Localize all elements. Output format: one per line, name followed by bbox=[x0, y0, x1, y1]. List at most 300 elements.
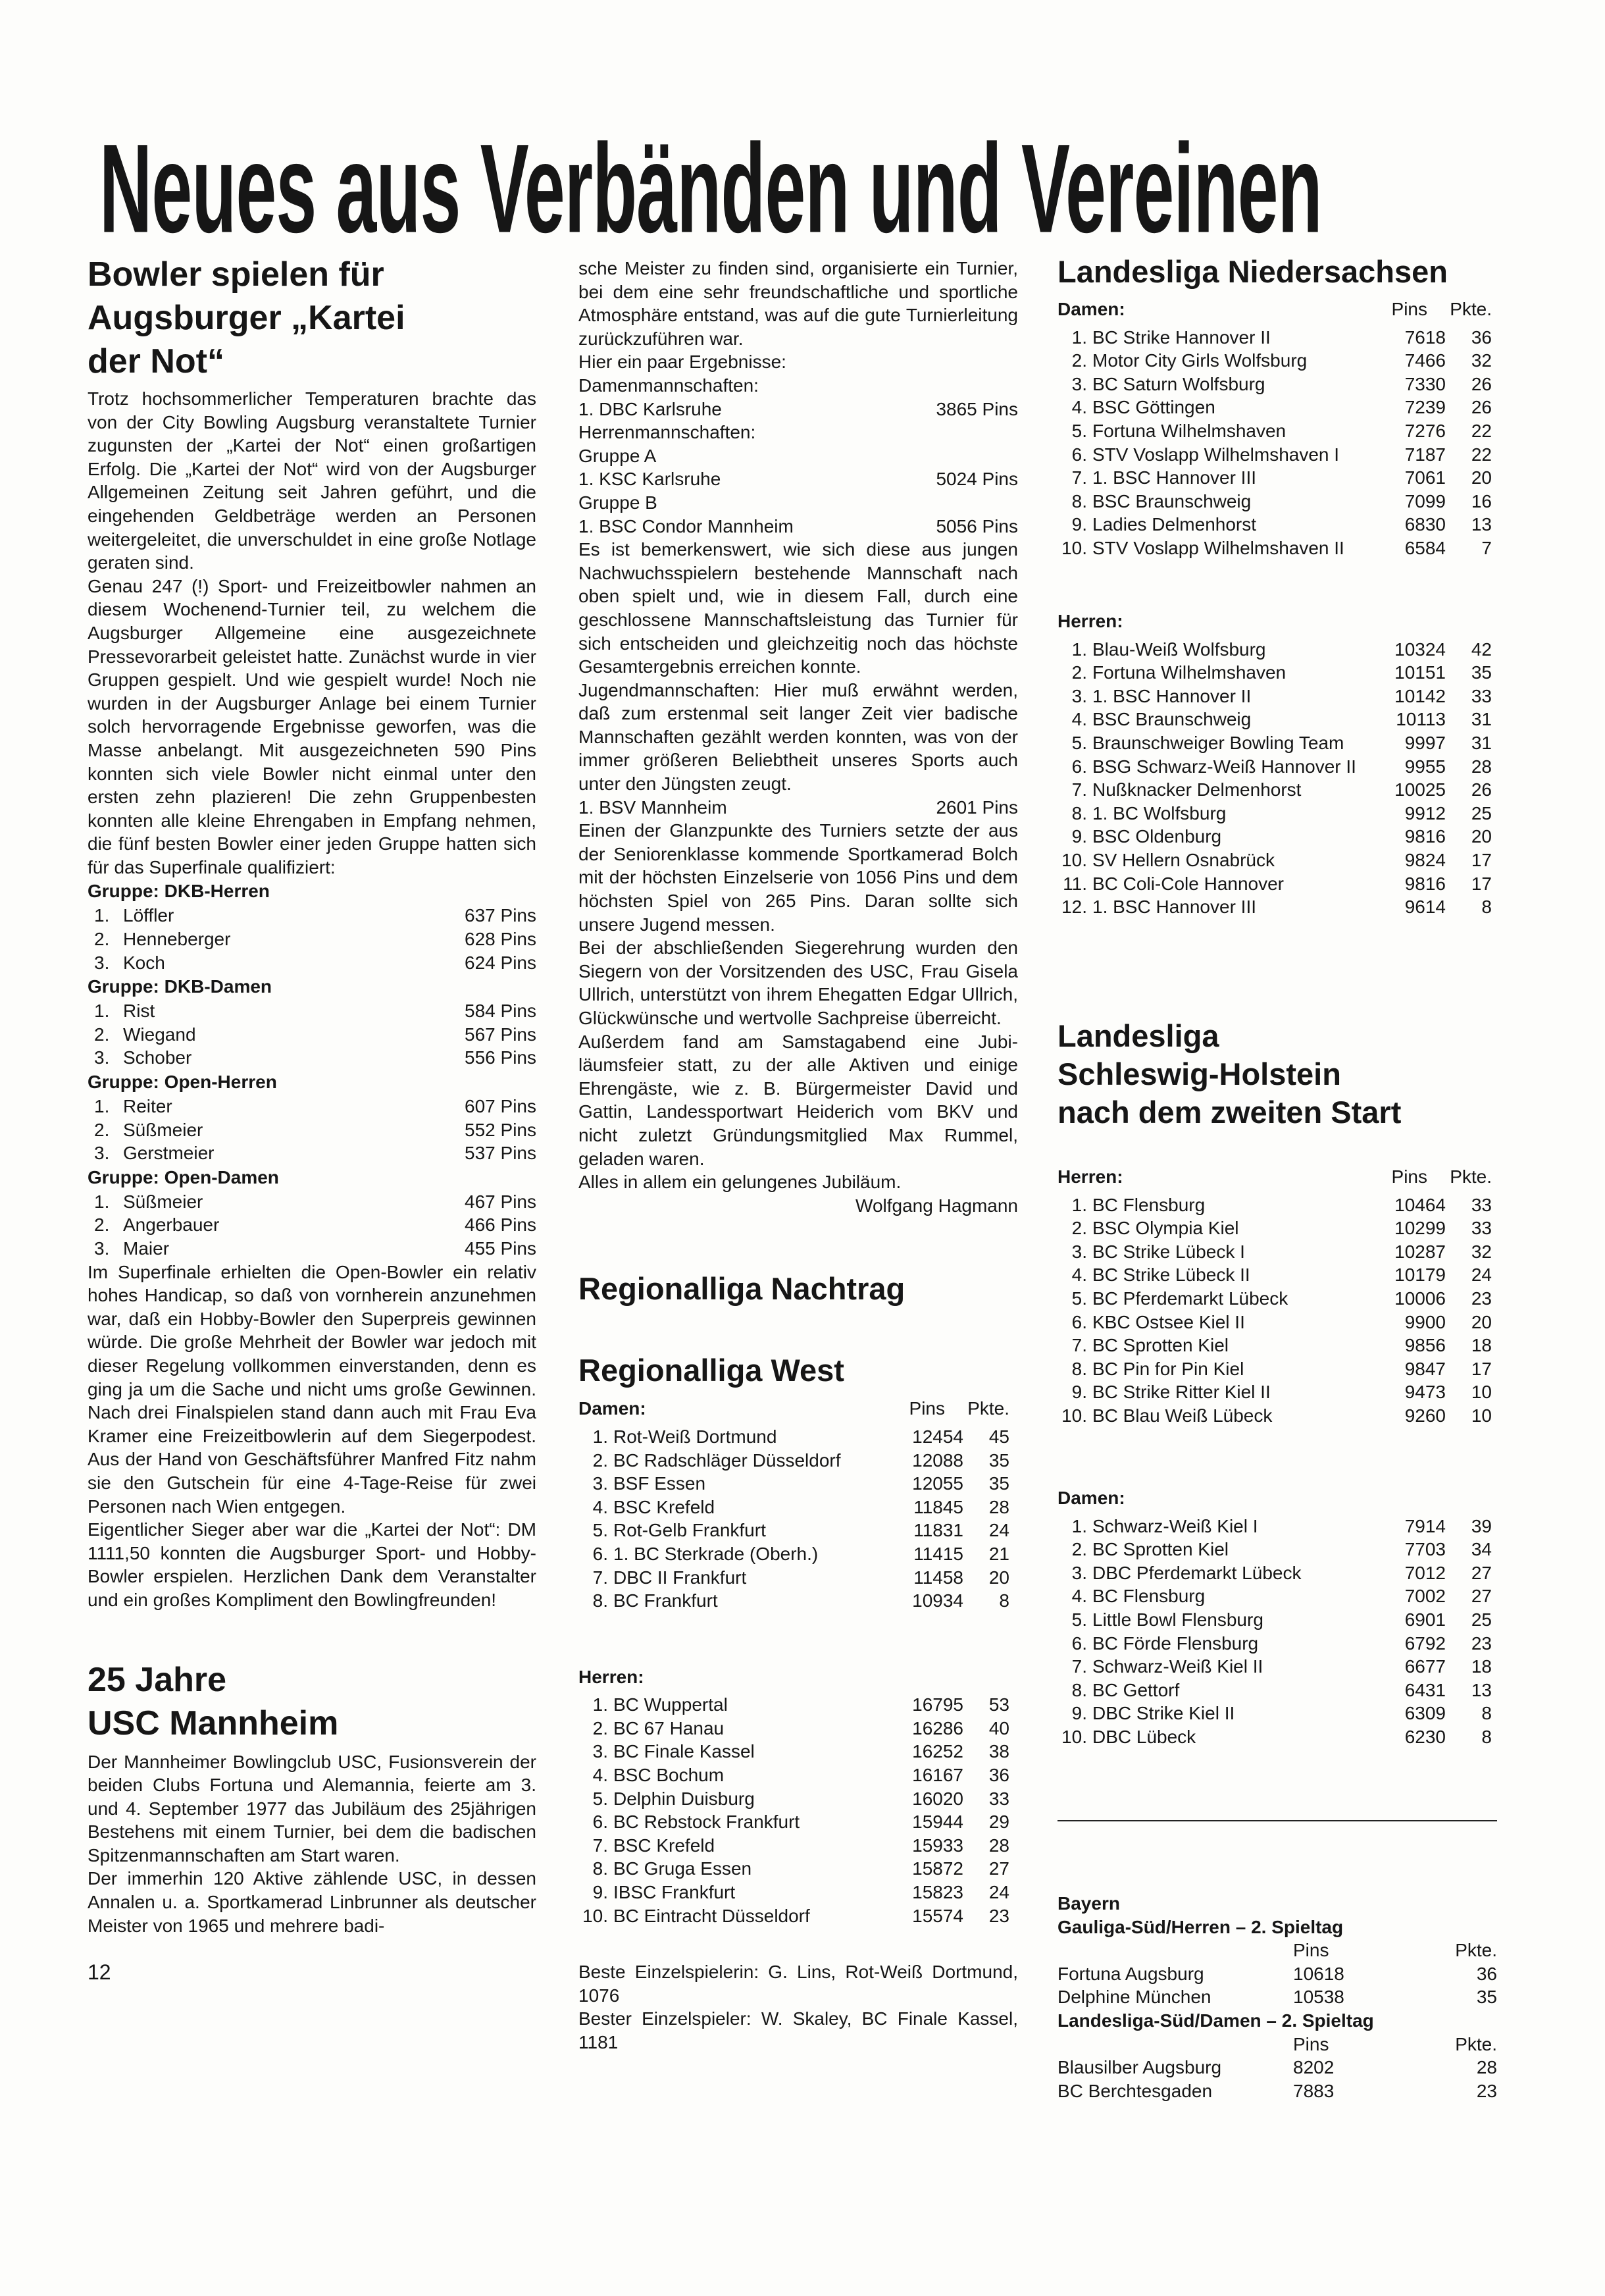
pins: 567 Pins bbox=[465, 1024, 536, 1045]
player-name: Reiter bbox=[123, 1096, 172, 1117]
column-header-pkte: Pkte. bbox=[1455, 1940, 1497, 1961]
heading-line: Schleswig-Holstein bbox=[1057, 1057, 1341, 1091]
pins: 15944 bbox=[912, 1812, 963, 1833]
team: 1. BC Wolfsburg bbox=[1092, 802, 1227, 823]
team: BSC Krefeld bbox=[613, 1496, 715, 1517]
pins: 12055 bbox=[912, 1473, 963, 1494]
column-header-pkte: Pkte. bbox=[1455, 2033, 1497, 2054]
team: 1. DBC Karlsruhe bbox=[578, 398, 722, 419]
pins: 9473 bbox=[1404, 1382, 1446, 1403]
table-row bbox=[1057, 1287, 1492, 1311]
heading-line: Landesliga bbox=[1057, 1018, 1219, 1053]
paragraph: Bei der abschließenden Siegerehrung wurden den Siegern von der Vorsitzenden des USC, Frau Gisela Ullrich, unterstützt von ihrem Ehegatten Edgar Ullrich, Glückwünsche und wertvolle Sachpreise überreicht. bbox=[578, 937, 1018, 1028]
points: 23 bbox=[1471, 1288, 1492, 1309]
paragraph: sche Meister zu finden sind, organisierte ein Turnier, bei dem eine sehr freundschaftliche und sportliche Atmosphäre entstand, was auf die gute Turnierleitung zurückzuführen war. bbox=[578, 258, 1018, 349]
rank: 6. bbox=[1071, 444, 1087, 465]
result-row bbox=[578, 515, 1018, 538]
table-row bbox=[578, 1472, 1009, 1496]
paragraph: Außerdem fand am Samstagabend eine Jubiläumsfeier statt, zu der alle Aktiven und einige Ehrengäste, wie z. B. Bürgermeister David und Gattin, Landessportwart Heiderich vom BKV und nicht zuletzt Gründungsmitglied Max Rummel, geladen waren. bbox=[578, 1031, 1018, 1169]
points: 26 bbox=[1471, 779, 1492, 800]
team: BC Eintracht Düsseldorf bbox=[613, 1905, 810, 1926]
pins: 6431 bbox=[1404, 1679, 1446, 1700]
rank: 2. bbox=[94, 1119, 110, 1140]
spacer bbox=[1057, 2033, 1293, 2056]
table-row bbox=[1057, 685, 1492, 708]
pins: 2601 Pins bbox=[936, 796, 1018, 818]
rank: 2. bbox=[1071, 1539, 1087, 1560]
paragraph: Einen der Glanzpunkte des Turniers setzte der aus der Seniorenklasse kommende Sportkamerad Bolch mit der höchsten Einzelserie von 1056 Pins und dem höchsten Spiel von 265 Pins. Daran sollte sich unsere Jugend messen. bbox=[578, 820, 1018, 935]
team: BSC Braunschweig bbox=[1092, 490, 1252, 511]
rank: 3. bbox=[94, 1143, 110, 1164]
team: DBC Pferdemarkt Lübeck bbox=[1092, 1562, 1302, 1583]
group-label: Gruppe A bbox=[578, 445, 657, 466]
rank: 5. bbox=[1071, 732, 1087, 753]
pins: 6830 bbox=[1404, 514, 1446, 535]
rank: 4. bbox=[1071, 1265, 1087, 1286]
section-heading bbox=[1057, 1017, 1401, 1132]
points: 23 bbox=[988, 1905, 1009, 1926]
player bbox=[94, 1213, 219, 1237]
table-row bbox=[1057, 1263, 1492, 1287]
niedersachsen-damen-table bbox=[1057, 298, 1492, 560]
column-header-pins: Pins bbox=[909, 1398, 945, 1419]
player-name: Süßmeier bbox=[123, 1119, 203, 1140]
pins: 16167 bbox=[912, 1765, 963, 1786]
group-title: Gruppe: Open-Damen bbox=[88, 1166, 279, 1187]
team: Motor City Girls Wolfsburg bbox=[1092, 350, 1308, 371]
table-header bbox=[1057, 2033, 1497, 2056]
rank: 1. bbox=[1071, 639, 1087, 660]
points: 18 bbox=[1471, 1656, 1492, 1677]
pins: 9900 bbox=[1404, 1311, 1446, 1332]
paragraph: Eigentlicher Sieger aber war die „Kartei der Not“: DM 1111,50 konnten die Augsburger Sport- und Hobby-Bowler erspielen. Herzlichen Dank dem Veranstalter und ein großes Kompliment den Bowlingfreunden! bbox=[88, 1519, 536, 1610]
best-female: Beste Einzelspielerin: G. Lins, Rot-Weiß Dortmund, 1076 bbox=[578, 1962, 1018, 2006]
points: 33 bbox=[988, 1788, 1009, 1809]
rank: 2. bbox=[592, 1717, 608, 1738]
table-row bbox=[1057, 1561, 1492, 1585]
article-usc-mannheim-continued bbox=[578, 257, 1018, 1217]
pins: 10618 bbox=[1293, 1963, 1344, 1984]
player-name: Rist bbox=[123, 1001, 155, 1022]
table-label: Herren: bbox=[1057, 1166, 1123, 1187]
team: BC Strike Ritter Kiel II bbox=[1092, 1382, 1271, 1403]
table-row bbox=[1057, 419, 1492, 443]
table-label: Damen: bbox=[578, 1398, 646, 1419]
points: 17 bbox=[1471, 1358, 1492, 1379]
pins: 12454 bbox=[912, 1426, 963, 1447]
pins: 16020 bbox=[912, 1788, 963, 1809]
rank: 3. bbox=[1071, 685, 1087, 706]
table-row bbox=[578, 1881, 1009, 1904]
player-name: Henneberger bbox=[123, 929, 231, 950]
points: 17 bbox=[1471, 849, 1492, 870]
pins: 9847 bbox=[1404, 1358, 1446, 1379]
rank: 1. bbox=[1071, 1194, 1087, 1215]
points: 20 bbox=[1471, 467, 1492, 488]
rank: 8. bbox=[1071, 1679, 1087, 1700]
points: 28 bbox=[988, 1835, 1009, 1856]
pins: 15574 bbox=[912, 1905, 963, 1926]
group bbox=[88, 879, 536, 974]
group-title: Gruppe: DKB-Herren bbox=[88, 881, 270, 902]
team: Fortuna Augsburg bbox=[1057, 1963, 1204, 1984]
table-row bbox=[1057, 1357, 1492, 1381]
points: 29 bbox=[988, 1812, 1009, 1833]
group bbox=[88, 1165, 536, 1261]
pins: 12088 bbox=[912, 1449, 963, 1471]
pins: 11845 bbox=[913, 1496, 963, 1517]
points: 20 bbox=[1471, 1311, 1492, 1332]
rank: 8. bbox=[1071, 1358, 1087, 1379]
points: 28 bbox=[988, 1496, 1009, 1517]
table-label: Herren: bbox=[1057, 611, 1123, 631]
rank: 3. bbox=[1071, 1241, 1087, 1262]
rank: 4. bbox=[1071, 397, 1087, 418]
team: DBC Lübeck bbox=[1092, 1726, 1196, 1747]
paragraph: Trotz hochsommerlicher Temperaturen brachte das von der City Bowling Augsburg veranstaltete Turnier zugunsten der „Kartei der Not“ einen großartigen Erfolg. Die „Kartei der Not“ wird von der Augsburger Allgemeinen Zeitung seit Jahren geführt, und die eingehenden Geldbeträge werden an Personen weitergeleitet, die unverschuldet in eine große Notlage geraten sind. bbox=[88, 388, 536, 573]
result-row bbox=[578, 398, 1018, 421]
team: BSC Bochum bbox=[613, 1765, 725, 1786]
table-label: Damen: bbox=[1057, 299, 1125, 319]
team: 1. BSV Mannheim bbox=[578, 796, 727, 818]
column-2 bbox=[578, 257, 1018, 2054]
player-name: Schober bbox=[123, 1047, 192, 1068]
team: STV Voslapp Wilhelmshaven I bbox=[1092, 444, 1340, 465]
pins: 9824 bbox=[1404, 849, 1446, 870]
pins: 3865 Pins bbox=[936, 398, 1018, 419]
rank: 7. bbox=[592, 1835, 608, 1856]
team: BSC Göttingen bbox=[1092, 397, 1215, 418]
table-row bbox=[1057, 755, 1492, 779]
table-row bbox=[578, 1542, 1009, 1566]
table-row bbox=[1057, 1702, 1492, 1725]
heading-line: USC Mannheim bbox=[88, 1704, 339, 1742]
table-row bbox=[1057, 1334, 1492, 1357]
points: 36 bbox=[1471, 326, 1492, 348]
points: 35 bbox=[1471, 662, 1492, 683]
table-row bbox=[1057, 872, 1492, 896]
team: BSC Oldenburg bbox=[1092, 826, 1222, 847]
group-row bbox=[88, 1118, 536, 1142]
table-row bbox=[1057, 895, 1492, 919]
group-results bbox=[88, 879, 536, 1260]
team: BC Flensburg bbox=[1092, 1194, 1206, 1215]
table-header bbox=[1057, 298, 1492, 321]
rank: 5. bbox=[1071, 1288, 1087, 1309]
table-row bbox=[1057, 1632, 1492, 1656]
points: 22 bbox=[1471, 444, 1492, 465]
team: BC Finale Kassel bbox=[613, 1741, 755, 1762]
table-row bbox=[578, 1834, 1009, 1858]
table-row bbox=[578, 1589, 1009, 1613]
rank: 12. bbox=[1061, 897, 1087, 918]
rank: 7. bbox=[1071, 779, 1087, 800]
table-row bbox=[578, 1763, 1009, 1787]
table-row bbox=[1057, 466, 1492, 490]
table-row bbox=[1057, 1404, 1492, 1428]
table-header bbox=[1057, 1486, 1492, 1510]
table-row bbox=[1057, 1240, 1492, 1264]
points: 26 bbox=[1471, 397, 1492, 418]
pins: 15933 bbox=[912, 1835, 963, 1856]
rank: 4. bbox=[1071, 1586, 1087, 1607]
section-heading: Landesliga Niedersachsen bbox=[1057, 254, 1448, 289]
team: SV Hellern Osnabrück bbox=[1092, 849, 1275, 870]
points: 27 bbox=[1471, 1562, 1492, 1583]
table-row bbox=[1057, 708, 1492, 731]
team: Blausilber Augsburg bbox=[1057, 2057, 1222, 2078]
pins: 9816 bbox=[1404, 826, 1446, 847]
rank: 2. bbox=[592, 1449, 608, 1471]
pins: 607 Pins bbox=[465, 1096, 536, 1117]
rank: 2. bbox=[1071, 662, 1087, 683]
pins: 466 Pins bbox=[465, 1214, 536, 1236]
rank: 1. bbox=[592, 1426, 608, 1447]
team: BC 67 Hanau bbox=[613, 1717, 725, 1738]
pins: 455 Pins bbox=[465, 1238, 536, 1259]
rank: 3. bbox=[592, 1473, 608, 1494]
points: 21 bbox=[988, 1543, 1009, 1564]
team: BC Strike Lübeck I bbox=[1092, 1241, 1245, 1262]
table-row bbox=[1057, 661, 1492, 685]
pins: 6309 bbox=[1404, 1703, 1446, 1724]
group-row bbox=[88, 1237, 536, 1261]
rank: 6. bbox=[1071, 756, 1087, 777]
team: BC Berchtesgaden bbox=[1057, 2080, 1213, 2101]
team: BC Förde Flensburg bbox=[1092, 1632, 1259, 1654]
team: KBC Ostsee Kiel II bbox=[1092, 1311, 1245, 1332]
rank: 9. bbox=[592, 1882, 608, 1903]
rank: 6. bbox=[1071, 1632, 1087, 1654]
pins: 10151 bbox=[1394, 662, 1446, 683]
rank: 4. bbox=[1071, 709, 1087, 730]
niedersachsen-herren-table bbox=[1057, 610, 1492, 919]
pins: 10025 bbox=[1394, 779, 1446, 800]
points: 53 bbox=[988, 1694, 1009, 1715]
column-header-pins: Pins bbox=[1391, 299, 1427, 319]
player-name: Löffler bbox=[123, 905, 174, 926]
table-header bbox=[1057, 610, 1492, 633]
group-row bbox=[88, 927, 536, 951]
rank: 6. bbox=[592, 1812, 608, 1833]
best-players bbox=[578, 1960, 1018, 2054]
points: 31 bbox=[1471, 732, 1492, 753]
pins: 8202 bbox=[1293, 2057, 1335, 2078]
regionalliga-herren-table bbox=[578, 1665, 1009, 1928]
team: 1. BSC Condor Mannheim bbox=[578, 515, 794, 536]
pins: 9260 bbox=[1404, 1405, 1446, 1426]
table-row bbox=[578, 1904, 1009, 1928]
points: 39 bbox=[1471, 1515, 1492, 1536]
points: 32 bbox=[1471, 350, 1492, 371]
paragraph: Genau 247 (!) Sport- und Freizeitbowler nahmen an diesem Wochenend-Turnier teil, zu welchem die Augsburger Allgemeine eine ausgezeichnete Pressevorarbeit geleistet hatte. Zunächst wurde in vier Gruppen gespielt. Und wie gespielt wurde! Noch nie wurden in der Augsburger Anlage bei einem Turnier solch hervorragende Ergebnisse geworfen, was die Masse anbelangt. Mit ausgezeichneten 590 Pins konnten sich viele Bowler nicht einmal unter den ersten zehn plazieren! Die zehn Gruppenbesten konnten alle kleine Ehrengaben in Empfang nehmen, die fünf besten Bowler einer jeden Gruppe hatten sich für das Superfinale qualifiziert: bbox=[88, 575, 536, 877]
points: 8 bbox=[1481, 897, 1492, 918]
pins: 10299 bbox=[1394, 1218, 1446, 1239]
team: Fortuna Wilhelmshaven bbox=[1092, 662, 1287, 683]
group bbox=[88, 1070, 536, 1165]
table-row bbox=[1057, 2056, 1497, 2079]
team: 1. BSC Hannover III bbox=[1092, 897, 1257, 918]
player-name: Süßmeier bbox=[123, 1191, 203, 1212]
team: 1. BC Sterkrade (Oberh.) bbox=[613, 1543, 819, 1564]
pins: 6677 bbox=[1404, 1656, 1446, 1677]
article-body bbox=[88, 1750, 536, 1938]
points: 33 bbox=[1471, 1218, 1492, 1239]
pins: 624 Pins bbox=[465, 952, 536, 973]
points: 23 bbox=[1476, 2080, 1497, 2101]
player-name: Koch bbox=[123, 952, 165, 973]
pins: 556 Pins bbox=[465, 1047, 536, 1068]
player bbox=[94, 1046, 191, 1070]
rank: 6. bbox=[1071, 1311, 1087, 1332]
rank: 3. bbox=[1071, 373, 1087, 394]
points: 45 bbox=[988, 1426, 1009, 1447]
team: Schwarz-Weiß Kiel I bbox=[1092, 1515, 1258, 1536]
team: BC Rebstock Frankfurt bbox=[613, 1812, 800, 1833]
group-row bbox=[88, 1190, 536, 1214]
result-row bbox=[578, 467, 1018, 491]
bayern-heading: Bayern bbox=[1057, 1893, 1120, 1914]
group-row bbox=[88, 904, 536, 927]
table-row bbox=[578, 1566, 1009, 1590]
table-row bbox=[578, 1810, 1009, 1834]
team: BSC Krefeld bbox=[613, 1835, 715, 1856]
rank: 5. bbox=[592, 1520, 608, 1541]
paragraph: Im Superfinale erhielten die Open-Bowler ein relativ hohes Handicap, so daß von vornherein anzunehmen war, daß ein Hobby-Bowler den Superpreis gewinnen würde. Die große Mehrheit der Bowler war jedoch mit dieser Regelung vollkommen einverstanden, denn es ging ja um die Sache und nicht ums große Gewinnen. Nach drei Finalspielen stand dann auch mit Frau Eva Kramer eine Freizeitbowlerin auf dem Siegerpodest. Aus der Hand von Geschäftsführer Manfred Fitz nahm sie den Gutschein für eine 4-Tage-Reise für zwei Personen nach Wien entgegen. bbox=[88, 1261, 536, 1517]
pins: 7187 bbox=[1404, 444, 1446, 465]
table-row bbox=[1057, 1193, 1492, 1217]
regionalliga-damen-table bbox=[578, 1397, 1009, 1612]
team: BC Radschläger Düsseldorf bbox=[613, 1449, 841, 1471]
player bbox=[94, 1141, 214, 1165]
rank: 1. bbox=[1071, 1515, 1087, 1536]
team: BC Sprotten Kiel bbox=[1092, 1539, 1229, 1560]
points: 24 bbox=[988, 1520, 1009, 1541]
team: BC Strike Hannover II bbox=[1092, 326, 1271, 348]
player-name: Maier bbox=[123, 1238, 170, 1259]
result-row bbox=[578, 796, 1018, 820]
gauliga-table bbox=[1057, 1916, 1497, 2009]
pins: 6901 bbox=[1404, 1609, 1446, 1630]
team: BC Strike Lübeck II bbox=[1092, 1265, 1250, 1286]
damen-label: Damenmannschaften: bbox=[578, 375, 759, 396]
rank: 2. bbox=[94, 929, 110, 950]
pins: 537 Pins bbox=[465, 1143, 536, 1164]
player-name: Angerbauer bbox=[123, 1214, 220, 1236]
article-outro bbox=[88, 1261, 536, 1612]
team: Braunschweiger Bowling Team bbox=[1092, 732, 1344, 753]
table-row bbox=[1057, 1725, 1492, 1749]
points: 28 bbox=[1476, 2057, 1497, 2078]
table-row bbox=[1057, 1655, 1492, 1679]
team: BSC Braunschweig bbox=[1092, 709, 1252, 730]
points: 18 bbox=[1471, 1335, 1492, 1356]
points: 38 bbox=[988, 1741, 1009, 1762]
rank: 7. bbox=[1071, 1656, 1087, 1677]
heading-line: Augsburger „Kartei bbox=[88, 299, 405, 337]
pins: 15823 bbox=[912, 1882, 963, 1903]
table-row bbox=[578, 1449, 1009, 1473]
spacer bbox=[1057, 1939, 1293, 1962]
group-row bbox=[88, 1095, 536, 1118]
heading-line: 25 Jahre bbox=[88, 1660, 227, 1699]
rank: 1. bbox=[94, 905, 110, 926]
paragraph: Es ist bemerkenswert, wie sich diese aus jungen Nachwuchsspielern bestehende Mannschaft nach oben spielt und, wie in diesem Fall, durch eine geschlossene Mannschaftsleistung das Turnier für sich entscheiden und gleichzeitig noch das höchste Gesamtergebnis erreichen konnte. bbox=[578, 539, 1018, 677]
rank: 4. bbox=[592, 1765, 608, 1786]
group-row bbox=[88, 999, 536, 1023]
rank: 1. bbox=[94, 1096, 110, 1117]
table-row bbox=[1057, 1538, 1492, 1561]
table-row bbox=[1057, 778, 1492, 802]
team: BC Saturn Wolfsburg bbox=[1092, 373, 1265, 394]
team: Schwarz-Weiß Kiel II bbox=[1092, 1656, 1263, 1677]
points: 20 bbox=[988, 1567, 1009, 1588]
points: 10 bbox=[1471, 1405, 1492, 1426]
pins: 7618 bbox=[1404, 326, 1446, 348]
points: 24 bbox=[988, 1882, 1009, 1903]
table-row bbox=[1057, 373, 1492, 396]
points: 42 bbox=[1471, 639, 1492, 660]
pins: 11415 bbox=[913, 1543, 963, 1564]
player bbox=[94, 904, 174, 927]
points: 36 bbox=[1476, 1963, 1497, 1984]
league-title: Gauliga-Süd/Herren – 2. Spieltag bbox=[1057, 1916, 1344, 1937]
pins: 10142 bbox=[1394, 685, 1446, 706]
article-kartei-der-not bbox=[88, 253, 536, 1612]
pins: 7099 bbox=[1404, 490, 1446, 511]
pins: 15872 bbox=[912, 1858, 963, 1879]
team: Ladies Delmenhorst bbox=[1092, 514, 1257, 535]
table-row bbox=[1057, 349, 1492, 373]
article-heading bbox=[88, 1658, 536, 1745]
rank: 8. bbox=[592, 1590, 608, 1611]
pins: 9614 bbox=[1404, 897, 1446, 918]
pins: 10006 bbox=[1394, 1288, 1446, 1309]
rank: 10. bbox=[1061, 849, 1087, 870]
group-label: Gruppe B bbox=[578, 492, 657, 513]
team: DBC II Frankfurt bbox=[613, 1567, 747, 1588]
table-header bbox=[578, 1665, 1009, 1689]
points: 34 bbox=[1471, 1539, 1492, 1560]
team: BSG Schwarz-Weiß Hannover II bbox=[1092, 756, 1356, 777]
table-row bbox=[1057, 490, 1492, 513]
pins: 10324 bbox=[1394, 639, 1446, 660]
team: Delphine München bbox=[1057, 1987, 1211, 2008]
team: 1. BSC Hannover III bbox=[1092, 467, 1257, 488]
pins: 10934 bbox=[912, 1590, 963, 1611]
points: 32 bbox=[1471, 1241, 1492, 1262]
team: BC Pin for Pin Kiel bbox=[1092, 1358, 1244, 1379]
points: 28 bbox=[1471, 756, 1492, 777]
player bbox=[94, 1023, 196, 1047]
player bbox=[94, 999, 155, 1023]
rank: 2. bbox=[94, 1214, 110, 1236]
points: 25 bbox=[1471, 1609, 1492, 1630]
team: BC Frankfurt bbox=[613, 1590, 718, 1611]
paragraph: Alles in allem ein gelungenes Jubiläum. bbox=[578, 1172, 902, 1193]
player bbox=[94, 927, 230, 951]
article-heading bbox=[88, 253, 536, 383]
points: 17 bbox=[1471, 873, 1492, 894]
team: BC Flensburg bbox=[1092, 1586, 1206, 1607]
pins: 16795 bbox=[912, 1694, 963, 1715]
rank: 9. bbox=[1071, 1382, 1087, 1403]
paragraph: Der Mannheimer Bowlingclub USC, Fusionsverein der beiden Clubs Fortuna und Alemannia, feierte am 3. und 4. September 1977 das Jubiläum des 25jährigen Bestehens mit einem Turnier, bei dem die badischen Spitzenmannschaften am Start waren. bbox=[88, 1751, 536, 1866]
points: 10 bbox=[1471, 1382, 1492, 1403]
table-row bbox=[1057, 2079, 1497, 2103]
table-header bbox=[1057, 1165, 1492, 1189]
pins: 5056 Pins bbox=[936, 515, 1018, 536]
